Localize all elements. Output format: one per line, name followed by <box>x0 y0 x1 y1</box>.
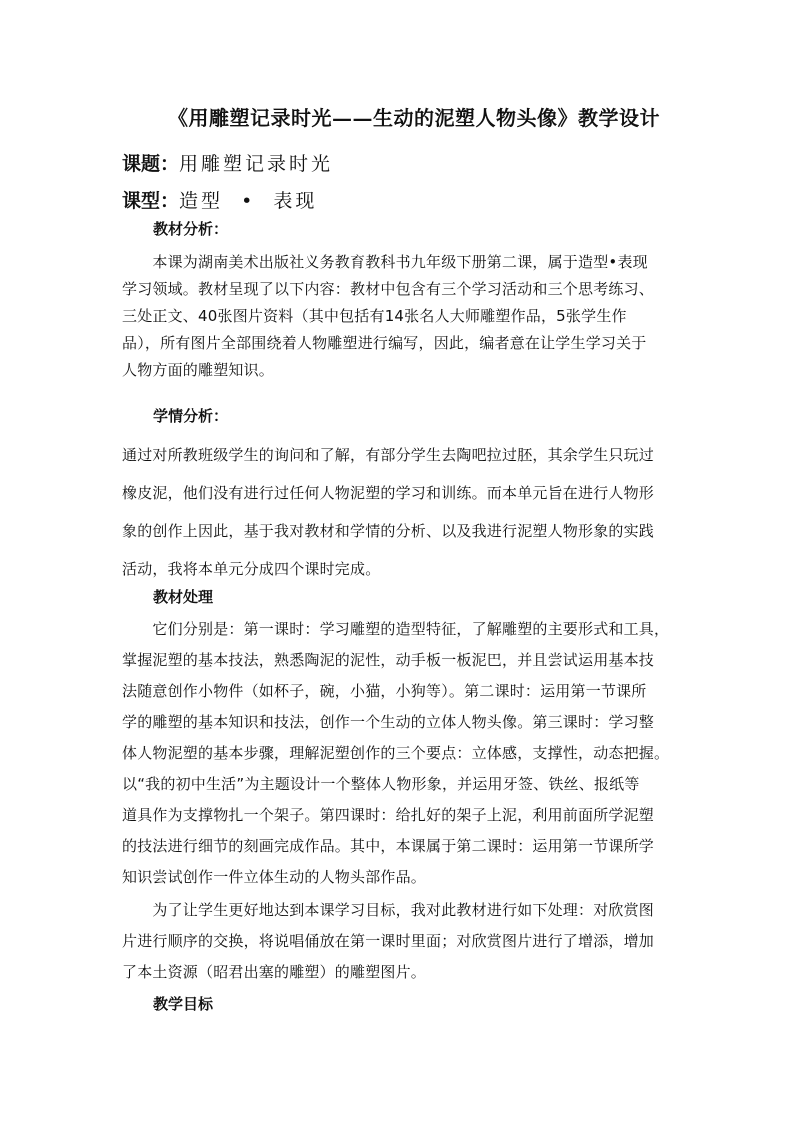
lesson-type-value: 造型 • 表现 <box>179 190 318 212</box>
paragraph-line: 象的创作上因此，基于我对教材和学情的分析、以及我进行泥塑人物形象的实践 <box>122 522 655 540</box>
paragraph-line: 的技法进行细节的刻画完成作品。其中，本课属于第二课时：运用第一节课所学 <box>122 837 655 855</box>
section-heading-material-analysis: 教材分析： <box>153 220 229 238</box>
paragraph-line: 掌握泥塑的基本技法，熟悉陶泥的泥性，动手板一板泥巴，并且尝试运用基本技 <box>122 651 655 669</box>
paragraph-line: 活动，我将本单元分成四个课时完成。 <box>122 560 381 578</box>
paragraph-line: 片进行顺序的交换，将说唱俑放在第一课时里面；对欣赏图片进行了增添，增加 <box>122 932 655 950</box>
paragraph-line: 以“我的初中生活”为主题设计一个整体人物形象，并运用牙签、铁丝、报纸等 <box>122 775 640 793</box>
paragraph-line: 三处正文、40张图片资料（其中包括有14张名人大师雕塑作品，5张学生作 <box>122 307 627 325</box>
section-heading-student-analysis: 学情分析： <box>153 407 229 425</box>
paragraph-line: 法随意创作小物件（如杯子，碗，小猫，小狗等）。第二课时：运用第一节课所 <box>122 682 647 700</box>
paragraph-line: 为了让学生更好地达到本课学习目标，我对此教材进行如下处理：对欣赏图 <box>122 901 655 919</box>
paragraph-line: 体人物泥塑的基本步骤，理解泥塑创作的三个要点：立体感，支撑性，动态把握。 <box>122 744 670 762</box>
paragraph-line: 学的雕塑的基本知识和技法，创作一个生动的立体人物头像。第三课时：学习整 <box>122 713 655 731</box>
lesson-type-label: 课型： <box>122 190 180 212</box>
paragraph-line: 本课为湖南美术出版社义务教育教科书九年级下册第二课，属于造型•表现 <box>122 253 648 271</box>
lesson-type <box>122 186 317 213</box>
paragraph-line: 知识尝试创作一件立体生动的人物头部作品。 <box>122 868 427 886</box>
lesson-topic-label: 课题： <box>122 153 180 175</box>
lesson-topic <box>122 149 333 176</box>
lesson-topic-value: 用雕塑记录时光 <box>179 153 334 175</box>
section-heading-material-handling: 教材处理 <box>153 588 214 606</box>
paragraph-line: 学习领域。教材呈现了以下内容：教材中包含有三个学习活动和三个思考练习、 <box>122 280 655 298</box>
section-heading-teaching-objectives: 教学目标 <box>153 995 214 1013</box>
paragraph-line: 了本土资源（昭君出塞的雕塑）的雕塑图片。 <box>122 963 427 981</box>
paragraph-line: 通过对所教班级学生的询问和了解，有部分学生去陶吧拉过胚，其余学生只玩过 <box>122 446 655 464</box>
paragraph-line: 它们分别是：第一课时：学习雕塑的造型特征，了解雕塑的主要形式和工具， <box>122 620 670 638</box>
document-title: 《用雕塑记录时光——生动的泥塑人物头像》教学设计 <box>168 106 660 130</box>
paragraph-line: 人物方面的雕塑知识。 <box>122 361 275 379</box>
paragraph-line: 品），所有图片全部围绕着人物雕塑进行编写，因此，编者意在让学生学习关于 <box>122 334 647 352</box>
paragraph-line: 道具作为支撑物扎一个架子。第四课时：给扎好的架子上泥，利用前面所学泥塑 <box>122 806 655 824</box>
paragraph-line: 橡皮泥，他们没有进行过任何人物泥塑的学习和训练。而本单元旨在进行人物形 <box>122 484 655 502</box>
